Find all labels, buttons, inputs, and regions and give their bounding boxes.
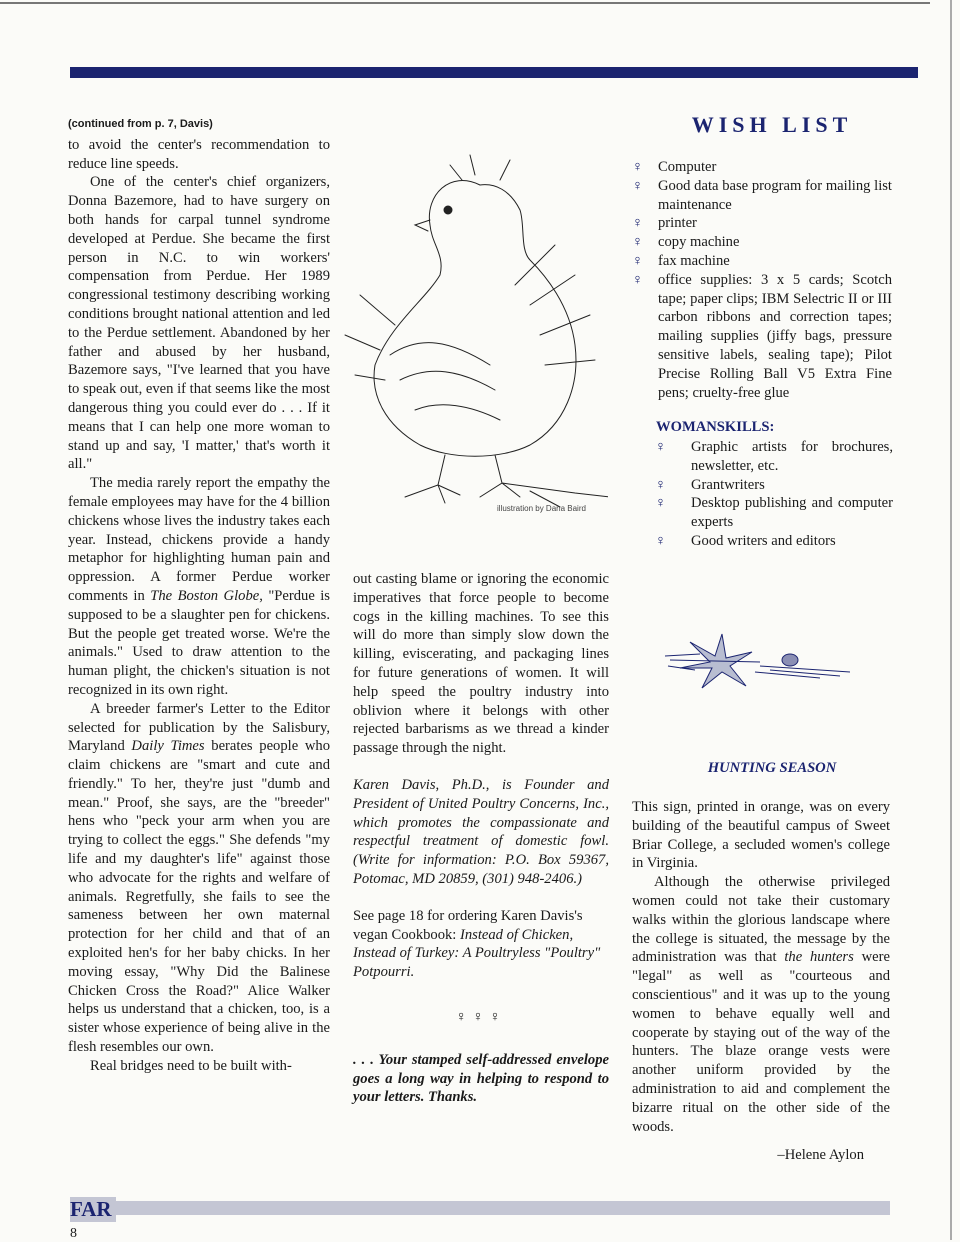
paragraph: out casting blame or ignoring the economic imperatives that force people to become cogs in the killing machines. To see this will do more than simply slow down the killing, eviscerating, and packaging lines for future generations of women. It will help speed the poultry industry into oblivion where it belongs with other rejected barbarisms as we thread a kinder passage through the night. bbox=[353, 571, 609, 757]
header-bar bbox=[70, 67, 918, 78]
article-column-1 bbox=[68, 115, 330, 1076]
womanskills-item: ♀ Good writers and editors bbox=[655, 532, 893, 551]
paragraph: Real bridges need to be built with- bbox=[90, 1057, 292, 1074]
wish-list-item: ♀ copy machine bbox=[632, 233, 892, 252]
womanskills-list bbox=[655, 438, 893, 551]
paragraph: The media rarely report the empathy the female employees may have for the 4 billion chickens whose lives the industry takes each year. Instead, chickens provide a handy metaphor for highlighting human pain and oppression. A former Perdue worker comments in The Boston Globe, "Perdue is supposed to be a slaughter pen for chickens. But the people get treated worse. We're the animals." Used to draw attention to the human plight, the chicken's situation is not recognized in its own right. bbox=[68, 475, 330, 698]
paragraph: One of the center's chief organizers, Donna Bazemore, had to have surgery on both hands for carpal tunnel syndrome developed at Perdue. She became the first person in N.C. to win workers' compensation from Perdue. Her 1989 congressional testimony describing working conditions brought national attention and led to the Perdue settlement. Abandoned by her father and abused by her husband, Bazemore says, "I've learned that you have to speak out, even if that seems like the most dangerous thing you could ever do . . . If it means that I can help one more woman to stand up and say, 'I matter,' that's worth it all." bbox=[68, 174, 330, 473]
paragraph: This sign, printed in orange, was on every building of the beautiful campus of Sweet Briar College, a secluded women's college in Virginia. bbox=[632, 799, 890, 872]
sase-note: . . . Your stamped self-addressed envelope goes a long way in helping to respond to your letters. Thanks. bbox=[353, 1051, 609, 1106]
wish-list-item: ♀ Good data base program for mailing list maintenance bbox=[632, 177, 892, 215]
hunting-season-column bbox=[632, 798, 890, 1165]
wish-list bbox=[632, 158, 892, 402]
paragraph: to avoid the center's recommendation to reduce line speeds. bbox=[68, 136, 330, 172]
illustration-credit: illustration by Dana Baird bbox=[497, 504, 586, 513]
page-number: 8 bbox=[70, 1226, 77, 1241]
female-symbols-divider: ♀♀♀ bbox=[455, 1008, 507, 1025]
publication-label: FAR bbox=[70, 1197, 116, 1222]
wish-list-item: ♀ fax machine bbox=[632, 252, 892, 271]
womanskills-item: ♀ Desktop publishing and computer experts bbox=[655, 494, 893, 532]
wish-list-title: WISH LIST bbox=[691, 112, 853, 137]
chick-illustration bbox=[330, 125, 608, 515]
wish-list-item: ♀ office supplies: 3 x 5 cards; Scotch tape; paper clips; IBM Selectric II or III carbon ribbons and correction tapes; mailing supplies (jiffy bags, pressure sensitive labels, sealing tape); Pilot Precise Rolling Ball V5 Extra Fine pens; cruelty-free glue bbox=[632, 271, 892, 403]
cookbook-note: See page 18 for ordering Karen Davis's vegan Cookbook: Instead of Chicken, Instead of Turkey: A Poultryless "Poultry" Potpourri. bbox=[353, 907, 601, 981]
womanskills-item: ♀ Graphic artists for brochures, newsletter, etc. bbox=[655, 438, 893, 476]
womanskills-title: WOMANSKILLS: bbox=[656, 419, 775, 435]
wish-list-item: ♀ Computer bbox=[632, 158, 892, 177]
continued-note: (continued from p. 7, Davis) bbox=[68, 118, 213, 130]
top-rule bbox=[0, 2, 930, 4]
page-edge bbox=[950, 0, 952, 1240]
paragraph: Although the otherwise privileged women could not take their customary walks within the glorious landscape where the college is situated, the message by the administration was that the hunters were "legal" as well as "courteous and conscientious" and it was up to the young women to behave equally well and cooperate by staying out of the way of the hunters. The blaze orange vests were another uniform provided by the administration to aid and complement the bizarre ritual on the other side of the woods. bbox=[632, 874, 890, 1135]
article-column-2 bbox=[353, 570, 609, 1107]
wish-list-item: ♀ printer bbox=[632, 214, 892, 233]
author-signature: –Helene Aylon bbox=[777, 1147, 864, 1164]
paragraph: A breeder farmer's Letter to the Editor selected for publication by the Salisbury, Maryland Daily Times berates people who claim chickens are "smart and cute and friendly." To her, they're just "dumb and mean." Proof, she says, are the "breeder" hens who "peck your arm when you are trying to collect the eggs." She defends "my life and my daughter's life" against those who advocate for the rights and welfare of animals. Regretfully, she fails to see the sameness between her own maternal protection for her child and that of an exploited hen's for her baby chicks. In her moving essay, "Why Did the Balinese Chicken Cross the Road?" Alice Walker helps us understand that a chicken, too, is a sister whose experience of being alive in the flesh resembles our own. bbox=[68, 700, 330, 1056]
womanskills-item: ♀ Grantwriters bbox=[655, 476, 893, 495]
footer-bar bbox=[70, 1201, 890, 1215]
starfish-illustration bbox=[660, 632, 860, 692]
author-bio: Karen Davis, Ph.D., is Founder and President of United Poultry Concerns, Inc., which promotes the compassionate and respectful treatment of domestic fowl. (Write for information: P.O. Box 59367, Potomac, MD 20859, (301) 948-2406.) bbox=[353, 776, 609, 887]
hunting-season-title: HUNTING SEASON bbox=[707, 760, 837, 776]
